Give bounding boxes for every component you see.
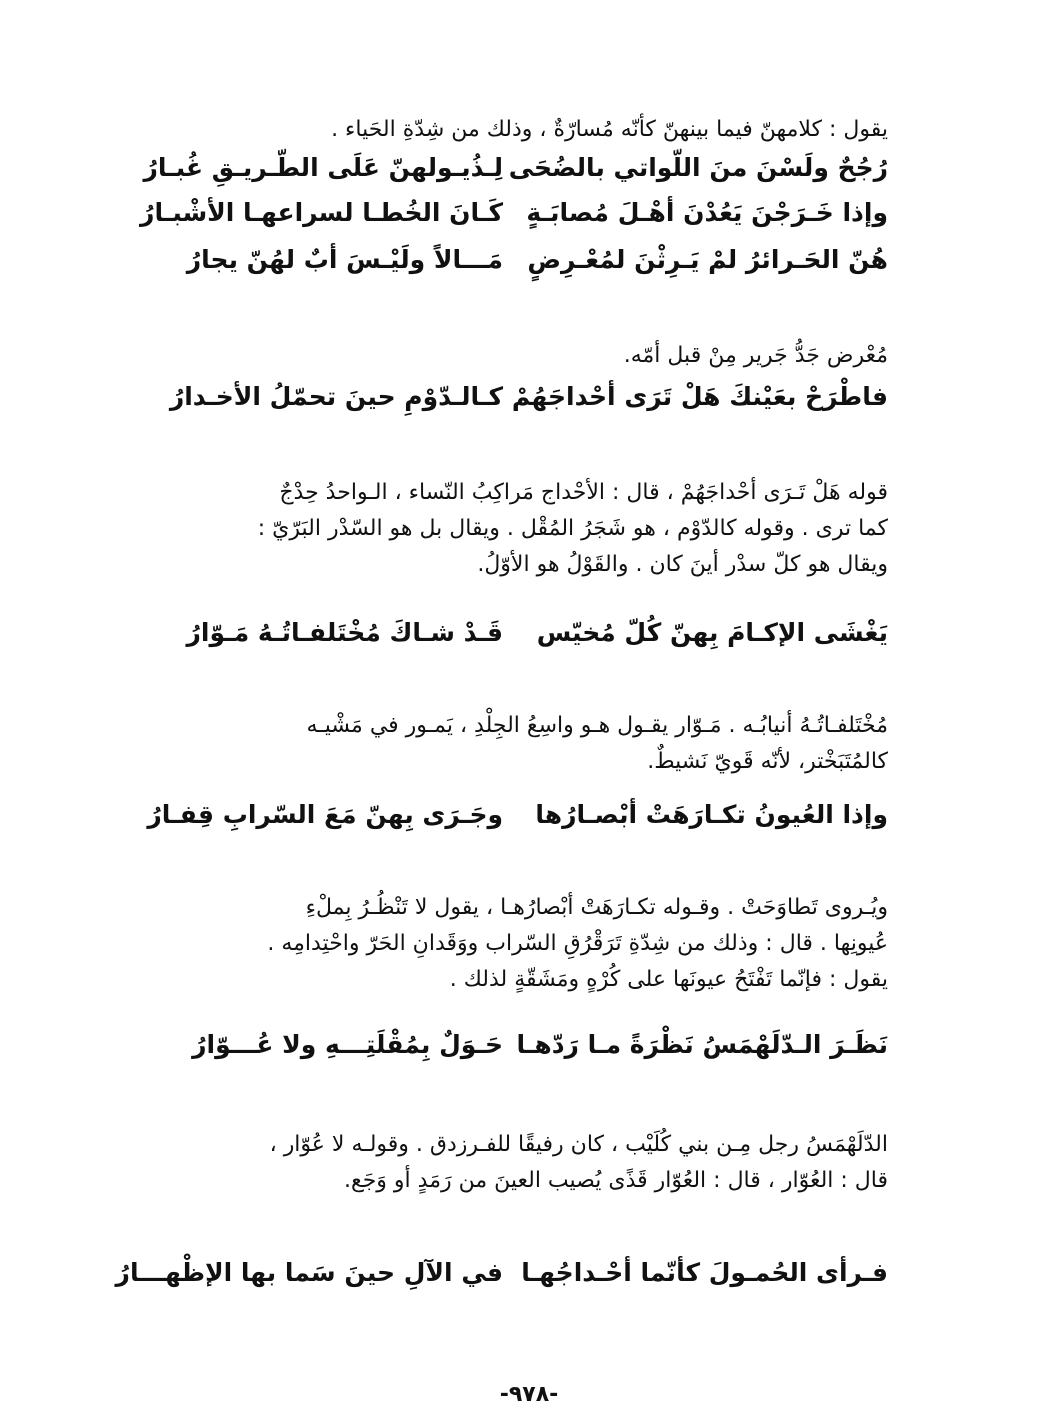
commentary-line: عُيونِها . قال : وذلك من شِدّةِ تَرَقْرُقِ السّراب ووَقَدانِ الحَرّ واحْتِدامِه . <box>267 931 888 956</box>
commentary-paragraph <box>158 112 888 148</box>
verse-second-hemistich: قَـدْ شـاكَ مُخْتَلفـاتُـهُ مَـوّارُ <box>186 618 503 647</box>
verse-second-hemistich: مَـــالاً ولَيْـسَ أبٌ لهُنّ يجارُ <box>186 245 503 274</box>
commentary-paragraph <box>158 890 888 998</box>
commentary-line: يقول : كلامهنّ فيما بينهنّ كأنّه مُسارّةٌ ، وذلك من شِدّةِ الحَياء . <box>331 117 888 142</box>
verse-line <box>0 1258 1058 1300</box>
verse-first-hemistich: فاطْرَحْ بعَيْنكَ هَلْ تَرَى أحْداجَهُمْ <box>511 382 888 411</box>
commentary-line: مُعْرض جَدُّ جَرير مِنْ قبل أمّه. <box>623 343 888 368</box>
verse-first-hemistich: رُجُحٌ ولَسْنَ منَ اللّواتي بالضُحَى <box>508 153 888 182</box>
commentary-line: ويقال هو كلّ سدْر أينَ كان . والقَوْلُ هو الأوّلُ. <box>477 552 888 577</box>
verse-line <box>0 1030 1058 1072</box>
commentary-paragraph <box>158 708 888 780</box>
commentary-line: كما ترى . وقوله كالدّوْم ، هو شَجَرُ المُقْل . ويقال بل هو السّدْر البَرّيّ : <box>257 516 888 541</box>
commentary-line: يقول : فإنّما تَفْتَحُ عيونَها على كُرْهٍ ومَشَقّةٍ لذلك . <box>449 967 888 992</box>
verse-line <box>0 800 1058 842</box>
verse-second-hemistich: كَـانَ الخُطـا لسراعهـا الأشْبـارُ <box>140 198 503 227</box>
verse-first-hemistich: وإذا العُيونُ تكـارَهَتْ أبْصـارُها <box>535 800 888 829</box>
commentary-paragraph <box>158 1127 888 1199</box>
commentary-line: الدّلَهْمَسُ رجل مِـن بني كُلَيْب ، كان رفيقًا للفـرزدق . وقولـه لا عُوّار ، <box>269 1132 888 1157</box>
commentary-paragraph <box>158 338 888 374</box>
commentary-line: قوله هَلْ تَـرَى أحْداجَهُمْ ، قال : الأحْداج مَراكِبُ النّساء ، الـواحدُ حِدْجٌ <box>279 480 888 505</box>
verse-first-hemistich: نَظَـرَ الـدّلَهْمَسُ نَظْرَةً مـا رَدّهـا <box>516 1030 888 1059</box>
commentary-paragraph <box>158 475 888 583</box>
verse-second-hemistich: لِـذُيـولهنّ عَلَى الطّـريـقِ غُبـارُ <box>143 153 503 182</box>
verse-second-hemistich: في الآلِ حينَ سَما بها الإظْهـــارُ <box>115 1258 503 1287</box>
commentary-line: مُخْتَلفـاتُـهُ أنيابُـه . مَـوّار يقـول هـو واسِعُ الجِلْدِ ، يَمـور في مَشْيـه <box>306 713 888 738</box>
commentary-line: كالمُتَبَخْتر، لأنّه قَويّ نَشيطٌ. <box>647 749 888 774</box>
commentary-line: ويُـروى تَطاوَحَتْ . وقـوله تكـارَهَتْ أبْصارُهـا ، يقول لا تَنْظُـرُ بِملْءِ <box>305 895 888 920</box>
verse-second-hemistich: وجَـرَى بِهنّ مَعَ السّرابِ قِفـارُ <box>147 800 503 829</box>
verse-first-hemistich: وإذا خَـرَجْنَ يَعُدْنَ أهْـلَ مُصابَـةٍ <box>526 198 888 227</box>
verse-line <box>0 618 1058 660</box>
verse-second-hemistich: حَـوَلٌ بِمُقْلَتِـــهِ ولا عُـــوّارُ <box>192 1030 503 1059</box>
verse-first-hemistich: فـرأى الحُمـولَ كأنّما أحْـداجُهـا <box>521 1258 888 1287</box>
page-number: -٩٧٨- <box>499 1382 559 1407</box>
verse-first-hemistich: هُنّ الحَـرائرُ لمْ يَـرِثْنَ لمُعْـرِضٍ <box>527 245 888 274</box>
verse-line <box>0 245 1058 287</box>
verse-line <box>0 153 1058 195</box>
verse-line <box>0 198 1058 240</box>
verse-first-hemistich: يَغْشَى الإكـامَ بِهنّ كُلّ مُخيّس <box>536 618 888 647</box>
verse-second-hemistich: كـالـدّوْمِ حينَ تحمّلُ الأخـدارُ <box>169 382 503 411</box>
commentary-line: قال : العُوّار ، قال : العُوّار قَذًى يُصيب العينَ من رَمَدٍ أو وَجَع. <box>344 1168 888 1193</box>
verse-line <box>0 382 1058 424</box>
